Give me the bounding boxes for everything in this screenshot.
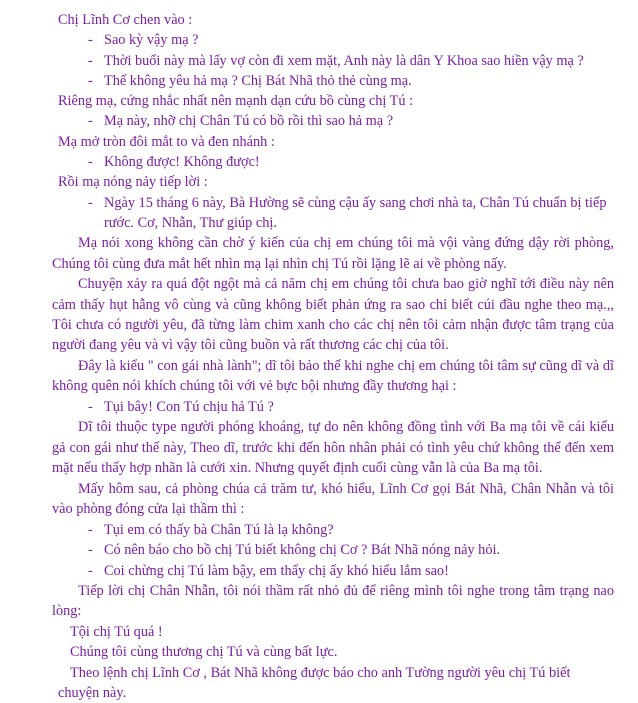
dialogue-text: Tụi em có thấy bà Chân Tú là lạ không? [104,521,334,538]
dash-marker: - [88,113,93,130]
dialogue-line [88,111,614,131]
dialogue-line [88,193,614,234]
dialogue-line [88,51,614,71]
dash-marker: - [88,542,93,559]
dash-marker: - [88,52,93,69]
dialogue-line [88,30,614,50]
dialogue-line [88,540,614,560]
dialogue-list [18,111,620,131]
lead-line: Chị Lĩnh Cơ chen vào : [58,12,193,28]
dialogue-line [88,561,614,581]
body-paragraph: Mạ nói xong không cần chờ ý kiến của chị em chúng tôi mà vội vàng đứng dậy rời phòng, Chúng tôi cùng đưa mắt hết nhìn mạ lại nhìn chị Tú rồi lặng lẽ ai về phòng nấy. [52,235,614,272]
dialogue-line [88,71,614,91]
lead-line: Rồi mạ nóng nảy tiếp lời : [58,174,208,191]
dash-marker: - [88,32,93,49]
dialogue-text: Thời buổi này mà lấy vợ còn đi xem mặt, Anh này là dân Y Khoa sao hiền vậy mạ ? [104,52,584,69]
dash-marker: - [88,399,93,416]
dialogue-text: Mạ này, nhỡ chị Chân Tú có bồ rồi thì sao hả mạ ? [104,113,394,130]
body-paragraph: Tiếp lời chị Chân Nhẫn, tôi nói thầm rất nhỏ đủ để riêng mình tôi nghe trong tâm trạng nao lòng: [52,582,614,620]
dialogue-text: Có nên báo cho bồ chị Tú biết không chị Cơ ? Bát Nhã nóng nảy hỏi. [104,542,501,559]
body-paragraph: Đây là kiểu " con gái nhà lành"; dĩ tôi bảo thế khi nghe chị em chúng tôi tâm sự cũng dĩ và dĩ không quên nói khích chúng tôi với vẻ bực bội nhưng đầy thương hại : [52,358,614,395]
dialogue-list [18,520,620,581]
dash-marker: - [88,562,93,579]
body-paragraph: Dĩ tôi thuộc type người phóng khoáng, tự do nên không đồng tình với Ba mạ tôi về cái kiểu gả con gái như thế này, Theo dĩ, trước khi đến hôn nhân phải có tình yêu chứ không thể đến xem mặt nếu thấy hợp nhãn là cưới xin. Nhưng quyết định cuối cùng vẫn là của Ba mạ tôi. [52,419,614,477]
dash-marker: - [88,154,93,171]
dash-marker: - [88,194,93,211]
lead-line: chuyện này. [58,684,127,701]
dialogue-list [18,193,620,234]
dialogue-text: Tụi bây! Con Tú chịu hả Tú ? [104,399,274,416]
lead-line: Mạ mở tròn đôi mắt to và đen nhánh : [58,133,275,150]
body-paragraph: Chuyện xảy ra quá đột ngột mà cả năm chị em chúng tôi chưa bao giờ nghĩ tới điều này nên cảm thấy hụt hẫng vô cùng và cũng không biết phản ứng ra sao chỉ biết cúi đầu nghe theo mạ.,, Tôi chưa có người yêu, đã từng làm chim xanh cho các chị nên tôi cảm nhận được tâm trạng của người đang yêu và vì vậy tôi cũng buồn và rất thương các chị của tôi. [52,276,614,354]
lead-line: Chúng tôi cùng thương chị Tú và cùng bất lực. [70,644,338,661]
body-paragraph: Mấy hôm sau, cả phòng chúa cả trăm tư, khó hiểu, Lĩnh Cơ gọi Bát Nhã, Chân Nhẫn và tôi vào phòng đóng cửa lại thầm thì : [52,480,614,518]
dialogue-list [18,152,620,172]
lead-line: Riêng mạ, cứng nhắc nhất nên mạnh dạn cứu bồ cùng chị Tú : [58,93,414,110]
dialogue-text: Coi chừng chị Tú làm bậy, em thấy chị ấy khó hiểu lắm sao! [104,562,449,579]
dialogue-list [18,30,620,91]
dialogue-line [88,520,614,540]
dialogue-text: Sao kỳ vậy mạ ? [104,32,199,49]
document-body [18,10,620,703]
dialogue-text: Ngày 15 tháng 6 này, Bà Hường sẽ cùng cậu ấy sang chơi nhà ta, Chân Tú chuẩn bị tiếp rước. Cơ, Nhẫn, Thư giúp chị. [104,194,607,231]
dialogue-line [88,152,614,172]
lead-line: Tội chị Tú quá ! [70,623,163,640]
dash-marker: - [88,72,93,89]
dialogue-line [88,397,614,417]
lead-line: Theo lệnh chị Lĩnh Cơ , Bát Nhã không được báo cho anh Tường người yêu chị Tú biết [70,664,571,681]
dialogue-text: Thế không yêu hả mạ ? Chị Bát Nhã thỏ thẻ cùng mạ. [104,72,412,89]
dialogue-list [18,397,620,417]
dialogue-text: Không được! Không được! [104,154,260,171]
dash-marker: - [88,521,93,538]
